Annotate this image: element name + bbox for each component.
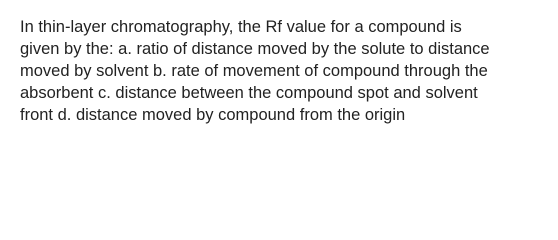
question-text [20, 16, 550, 126]
question-line: front d. distance moved by compound from the origin [20, 106, 406, 124]
question-line: In thin-layer chromatography, the Rf value for a compound is [20, 18, 462, 36]
question-line: absorbent c. distance between the compound spot and solvent [20, 84, 478, 102]
question-line: given by the: a. ratio of distance moved by the solute to distance [20, 40, 490, 58]
question-line: moved by solvent b. rate of movement of compound through the [20, 62, 488, 80]
